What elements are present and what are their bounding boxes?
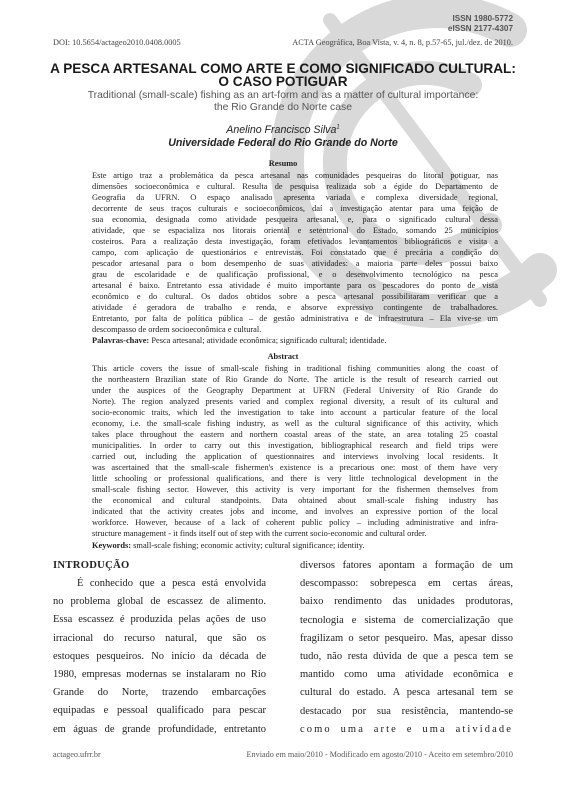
footer-site[interactable]: actageo.ufrr.br	[53, 750, 101, 759]
body-line: Grande do Norte, trazendo embarcações	[53, 687, 266, 699]
body-line: no problema global de escassez de alimento.	[53, 596, 266, 608]
body-line: tecnologia e sistema de comercialização que	[300, 614, 513, 626]
abstract-line: the economical and cultural standpoints. Data obtained about small-scale fishing industry has	[92, 496, 498, 506]
journal-citation: ACTA Geográfica, Boa Vista, v. 4, n. 8, p.57-65, jul./dez. de 2010.	[292, 38, 513, 47]
body-line: cultural do estado. A pesca artesanal tem se	[300, 687, 513, 699]
english-title-line: the Rio Grande do Norte case	[213, 102, 353, 113]
abstract-line: municipalities. In order to carry out this investigation, bibliographical research and field trips were	[92, 441, 498, 451]
english-title-line: Traditional (small-scale) fishing as an art-form and as a matter of cultural importance:	[87, 90, 479, 101]
body-line: descompasso: sobrepesca em certas áreas,	[300, 578, 513, 590]
abstract-line: under the auspices of the Geography Department at UFRN (Federal University of Rio Grande do	[92, 386, 498, 396]
footer-dates: Enviado em maio/2010 - Modificado em agosto/2010 - Aceito em setembro/2010	[246, 750, 513, 759]
abstract-line: the northeastern Brazilian state of Rio Grande do Norte. The article is the result of research carried out	[92, 375, 498, 385]
abstract-line: structure management - it finds itself out of step with the current socio-economic and cultural order.	[92, 529, 427, 539]
resumo-line: pescador artesanal para o bom desempenho de suas atividades: a maioria parte deles possui baixo	[92, 259, 498, 269]
keywords-label: Keywords:	[92, 540, 132, 550]
resumo-line: grau de escolaridade e de qualificação profissional, e o desenvolvimento tecnológico na pesca	[92, 270, 498, 280]
abstract-body	[92, 363, 498, 551]
body-line: baixo rendimento das unidades produtoras,	[300, 596, 513, 608]
author-affiliation: Universidade Federal do Rio Grande do Norte	[168, 137, 398, 149]
body-line: É conhecido que a pesca está envolvida	[77, 578, 266, 589]
resumo-line: artesanal é baixo. Entretanto essa atividade é muito importante para os pescadores do ponto de vista	[92, 281, 498, 291]
abstract-line: economy, i.e. the small-scale fishing industry, as well as the cultural significance of this activity, which	[92, 419, 498, 429]
resumo-line: atividade, que se espacializa nos litorais oriental e setentrional do Estado, somando 25 municípios	[92, 226, 498, 236]
abstract-heading: Abstract	[267, 352, 299, 361]
abstract-line: takes place throughout the eastern and northern coastal areas of the state, an area totaling 25 coastal	[92, 430, 498, 440]
resumo-line: costeiros. Para a realização desta investigação, foram efetivados levantamentos bibliográficos e visita a	[92, 237, 498, 247]
body-line: 1980, empresas modernas se instalaram no Rio	[53, 668, 266, 680]
abstract-line: indicated that the activity creates jobs and income, and involves an expressive portion of the local	[92, 507, 498, 517]
keywords-text: small-scale fishing; economic activity; cultural significance; identity.	[131, 540, 365, 550]
abstract-line: workforce. However, because of a lack of coherent public policy – including administrative and infra-	[92, 518, 498, 528]
resumo-line: econômico e do cultural. Os dados obtidos sobre a pesca artesanal possibilitaram verificar que a	[92, 292, 498, 302]
author-name: Anelino Francisco Silva	[226, 124, 337, 136]
body-line: destacado por sua resistência, mantendo-se	[300, 705, 513, 717]
resumo-line: campo, com aplicação de questionários e entrevistas. Foi constatado que é precária a condição do	[92, 248, 498, 258]
resumo-line: descompasso de ordem socioeconômica e cultural.	[92, 325, 262, 335]
abstract-line: little schooling or professional qualifications, and there is very little technological development in the	[92, 474, 498, 484]
resumo-line: sua economia, designada como atividade pesqueira artesanal, e, para o significado cultural dessa	[92, 215, 498, 225]
abstract-line: small-scale fishing sector. However, this activity is very important for the fishermen themselves from	[92, 485, 498, 495]
body-column-right	[300, 557, 513, 739]
resumo-line: Geografia da UFRN. O espaço analisado apresenta variada e complexa diversidade regional,	[92, 193, 498, 203]
resumo-line: Entretanto, por falta de política pública – de gestão administrativa e de infraestrutura – Ela vive-se um	[92, 314, 498, 324]
body-line: mantido como uma atividade econômica e	[300, 669, 513, 681]
abstract-line: carried out, including the application of questionnaires and interviews involving local residents. It	[92, 452, 498, 462]
body-line: Essa escassez é produzida pelas ações de uso	[53, 614, 266, 626]
article-title-line: O CASO POTIGUAR	[218, 74, 348, 89]
body-line: em águas de grande profundidade, entretanto	[53, 723, 266, 735]
body-line: irracional do recurso natural, que são os	[53, 632, 266, 644]
issn: ISSN 1980-5772	[452, 14, 513, 23]
body-line: como uma arte e uma atividade	[300, 723, 513, 735]
body-line: estoques pesqueiros. No início da década de	[53, 650, 266, 662]
resumo-body	[92, 170, 498, 347]
resumo-line: atividade é geradora de trabalho e renda, e absorve expressivo contingente de trabalhadores.	[92, 303, 498, 313]
issn-block	[448, 14, 513, 34]
resumo-line: Este artigo traz a problemática da pesca artesanal nas comunidades pesqueiras do litoral potiguar, nas	[92, 171, 498, 180]
author-line	[0, 124, 566, 136]
resumo-line: decorrente de seus traços culturais e socioeconômicos, daí a investigação atentar para uma feição de	[92, 204, 498, 214]
doi[interactable]: DOI: 10.5654/actageo2010.0408.0005	[53, 38, 181, 47]
abstract-line: Norte). The region analyzed presents varied and complex regional diversity, a result of its cultural and	[92, 397, 498, 407]
keywords-text: Pesca artesanal; atividade econômica; significado cultural; identidade.	[149, 336, 387, 346]
resumo-line: dimensões socioeconômica e cultural. Resulta de pesquisa realizada sob a égide do Departamento de	[92, 182, 498, 192]
keywords-label: Palavras-chave:	[92, 336, 150, 346]
section-heading-introducao: INTRODUÇÃO	[53, 560, 130, 571]
abstract-line: socio-economic traits, which led the investigation to take into account a particular feature of the local	[92, 408, 498, 418]
abstract-line: was ascertained that the small-scale fishermen's existence is a precarious one: most of them have very	[92, 463, 498, 473]
author-footnote-mark: 1	[336, 124, 340, 131]
body-column-left	[53, 575, 266, 739]
body-line: tudo, não resta dúvida de que a pesca tem se	[300, 650, 513, 662]
body-line: diversos fatores apontam a formação de um	[300, 560, 513, 571]
eissn: eISSN 2177-4307	[447, 24, 513, 33]
resumo-keywords	[92, 335, 498, 346]
body-line: equipadas e pessoal qualificado para pescar	[53, 705, 266, 717]
abstract-keywords	[92, 540, 498, 551]
body-line: fragilizam o setor pesqueiro. Mas, apesar disso	[300, 632, 513, 644]
article-title-line: A PESCA ARTESANAL COMO ARTE E COMO SIGNIFICADO CULTURAL:	[50, 61, 516, 76]
abstract-line: This article covers the issue of small-scale fishing in traditional fishing communities along the coast of	[92, 364, 498, 373]
resumo-heading: Resumo	[268, 159, 298, 168]
